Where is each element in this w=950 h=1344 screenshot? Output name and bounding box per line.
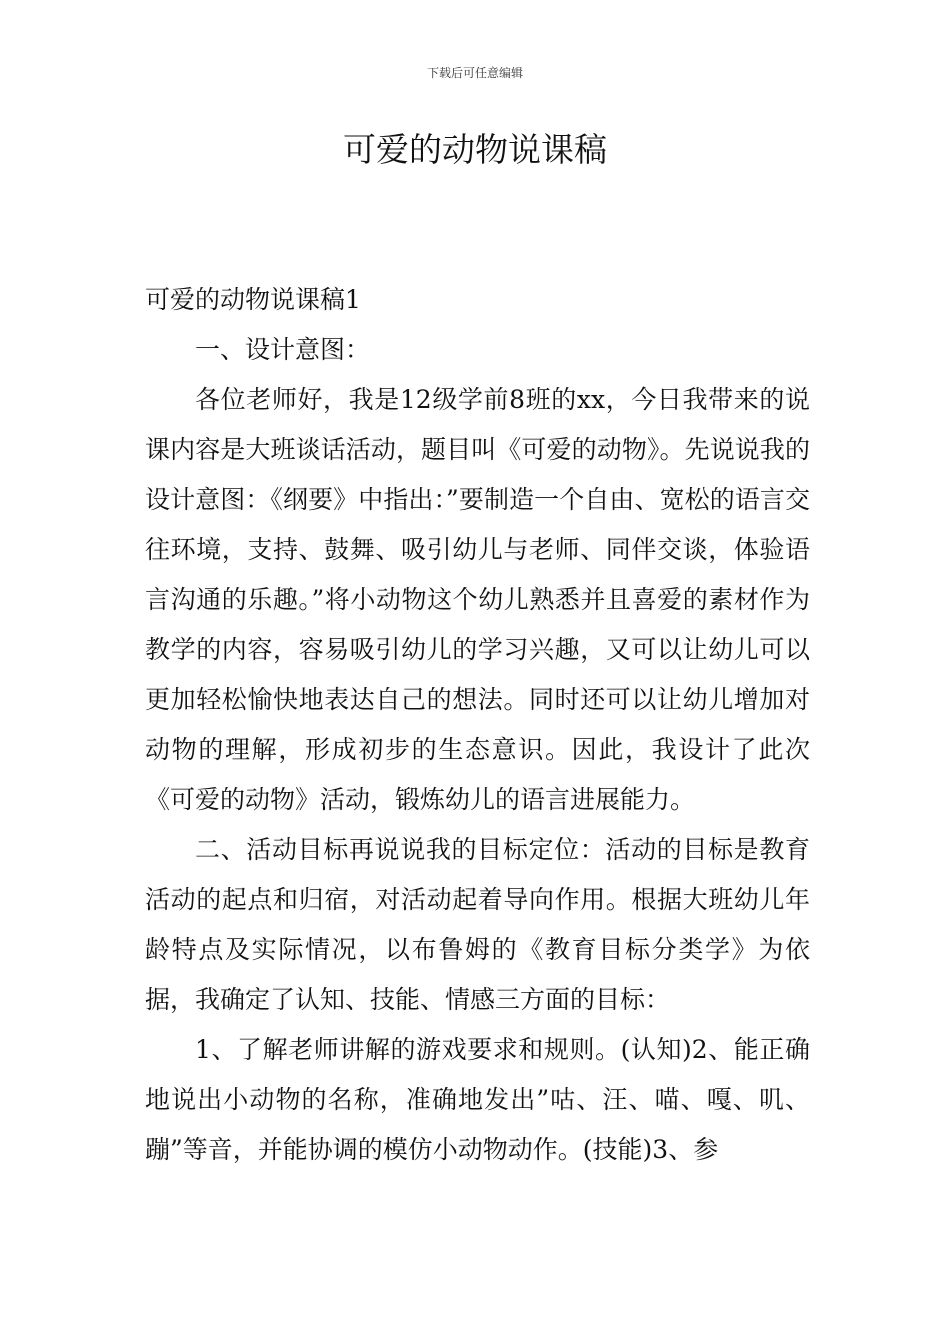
section-heading: 可爱的动物说课稿1 (145, 285, 361, 314)
paragraph-design-intent: 各位老师好，我是12级学前8班的xx，今日我带来的说课内容是大班谈话活动，题目叫《可爱的动物》。先说说我的设计意图：《纲要》中指出：”要制造一个自由、宽松的语言交往环境，支持、鼓舞、吸引幼儿与老师、同伴交谈，体验语言沟通的乐趣。”将小动物这个幼儿熟悉并且喜爱的素材作为教学的内容，容易吸引幼儿的学习兴趣，又可以让幼儿可以更加轻松愉快地表达自己的想法。同时还可以让幼儿增加对动物的理解，形成初步的生态意识。因此，我设计了此次《可爱的动物》活动，锻炼幼儿的语言进展能力。 (145, 385, 810, 814)
document-body (145, 275, 810, 1175)
paragraph-goal-list: 1、了解老师讲解的游戏要求和规则。(认知)2、能正确地说出小动物的名称，准确地发出”咕、汪、喵、嘎、叽、蹦”等音，并能协调的模仿小动物动作。(技能)3、参 (145, 1035, 810, 1164)
paragraph-activity-goals: 二、活动目标再说说我的目标定位：活动的目标是教育活动的起点和归宿，对活动起着导向作用。根据大班幼儿年龄特点及实际情况，以布鲁姆的《教育目标分类学》为依据，我确定了认知、技能、情感三方面的目标： (145, 835, 810, 1014)
paragraph-design-intent-heading: 一、设计意图： (195, 335, 371, 364)
header-note: 下载后可任意编辑 (426, 66, 523, 80)
document-title: 可爱的动物说课稿 (343, 130, 607, 169)
